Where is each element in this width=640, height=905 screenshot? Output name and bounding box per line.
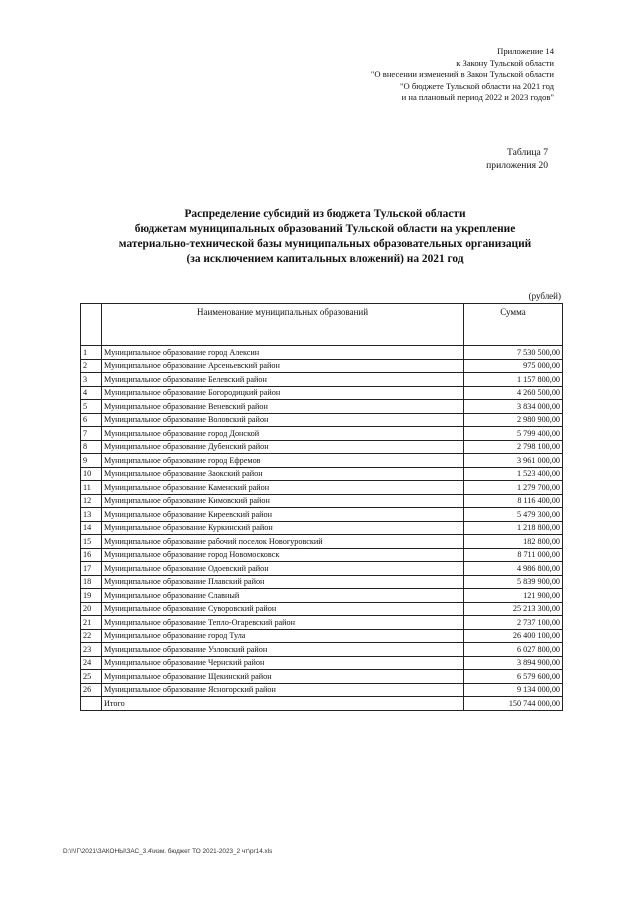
currency-note: (рублей) bbox=[528, 291, 561, 301]
document-title bbox=[60, 207, 590, 267]
row-name: Муниципальное образование Щекинский район bbox=[102, 670, 464, 684]
table-row bbox=[81, 683, 563, 697]
title-line: Распределение субсидий из бюджета Тульской области bbox=[184, 208, 466, 220]
row-name: Муниципальное образование Ясногорский район bbox=[102, 683, 464, 697]
table-reference bbox=[486, 146, 548, 172]
row-name: Муниципальное образование Славный bbox=[102, 589, 464, 603]
table-row bbox=[81, 359, 563, 373]
appendix-line: "О внесении изменений в Закон Тульской области bbox=[370, 69, 554, 80]
table-row bbox=[81, 535, 563, 549]
row-sum: 1 218 800,00 bbox=[464, 521, 563, 535]
title-line: (за исключением капитальных вложений) на 2021 год bbox=[186, 253, 464, 265]
row-number: 8 bbox=[81, 440, 102, 454]
row-name: Муниципальное образование Одоевский район bbox=[102, 562, 464, 576]
row-sum: 8 116 400,00 bbox=[464, 494, 563, 508]
table-row bbox=[81, 494, 563, 508]
appendix-line: к Закону Тульской области bbox=[456, 57, 554, 68]
table-row bbox=[81, 548, 563, 562]
total-number bbox=[81, 697, 102, 711]
table-row bbox=[81, 602, 563, 616]
table-row bbox=[81, 508, 563, 522]
row-sum: 6 027 800,00 bbox=[464, 643, 563, 657]
row-sum: 1 157 800,00 bbox=[464, 373, 563, 387]
row-sum: 4 986 800,00 bbox=[464, 562, 563, 576]
table-ref-line: приложения 20 bbox=[486, 160, 548, 171]
row-sum: 1 279 700,00 bbox=[464, 481, 563, 495]
row-number: 12 bbox=[81, 494, 102, 508]
table-row bbox=[81, 400, 563, 414]
row-sum: 6 579 600,00 bbox=[464, 670, 563, 684]
row-name: Муниципальное образование Каменский район bbox=[102, 481, 464, 495]
row-name: Муниципальное образование Воловский район bbox=[102, 413, 464, 427]
row-number: 6 bbox=[81, 413, 102, 427]
row-name: Муниципальное образование Кимовский район bbox=[102, 494, 464, 508]
table-row bbox=[81, 346, 563, 360]
header-num bbox=[81, 304, 102, 346]
appendix-line: Приложение 14 bbox=[497, 46, 554, 56]
table-row bbox=[81, 427, 563, 441]
row-sum: 26 400 100,00 bbox=[464, 629, 563, 643]
row-number: 10 bbox=[81, 467, 102, 481]
row-number: 23 bbox=[81, 643, 102, 657]
row-name: Муниципальное образование Киреевский район bbox=[102, 508, 464, 522]
row-sum: 5 799 400,00 bbox=[464, 427, 563, 441]
row-sum: 2 798 100,00 bbox=[464, 440, 563, 454]
table-row bbox=[81, 373, 563, 387]
row-number: 26 bbox=[81, 683, 102, 697]
row-name: Муниципальное образование Куркинский район bbox=[102, 521, 464, 535]
table-row bbox=[81, 616, 563, 630]
row-name: Муниципальное образование Богородицкий район bbox=[102, 386, 464, 400]
row-name: Муниципальное образование рабочий поселок Новогуровский bbox=[102, 535, 464, 549]
row-number: 25 bbox=[81, 670, 102, 684]
row-name: Муниципальное образование город Ефремов bbox=[102, 454, 464, 468]
row-number: 14 bbox=[81, 521, 102, 535]
row-sum: 975 000,00 bbox=[464, 359, 563, 373]
table-row bbox=[81, 670, 563, 684]
row-sum: 3 894 900,00 bbox=[464, 656, 563, 670]
header-sum: Сумма bbox=[464, 304, 563, 346]
row-sum: 7 530 500,00 bbox=[464, 346, 563, 360]
total-sum: 150 744 000,00 bbox=[464, 697, 563, 711]
row-sum: 4 260 500,00 bbox=[464, 386, 563, 400]
row-sum: 9 134 000,00 bbox=[464, 683, 563, 697]
table-row bbox=[81, 386, 563, 400]
row-name: Муниципальное образование город Новомосковск bbox=[102, 548, 464, 562]
row-sum: 3 961 000,00 bbox=[464, 454, 563, 468]
title-line: материально-технической базы муниципальных образовательных организаций bbox=[118, 238, 532, 250]
row-sum: 5 839 900,00 bbox=[464, 575, 563, 589]
row-name: Муниципальное образование Дубенский район bbox=[102, 440, 464, 454]
table-row bbox=[81, 521, 563, 535]
row-sum: 2 980 900,00 bbox=[464, 413, 563, 427]
table-header-row bbox=[81, 304, 563, 346]
row-sum: 2 737 100,00 bbox=[464, 616, 563, 630]
row-sum: 121 900,00 bbox=[464, 589, 563, 603]
row-name: Муниципальное образование Белевский район bbox=[102, 373, 464, 387]
row-number: 22 bbox=[81, 629, 102, 643]
row-name: Муниципальное образование город Тула bbox=[102, 629, 464, 643]
row-sum: 182 800,00 bbox=[464, 535, 563, 549]
appendix-line: и на плановый период 2022 и 2023 годов" bbox=[401, 92, 554, 103]
row-number: 7 bbox=[81, 427, 102, 441]
table-row bbox=[81, 643, 563, 657]
row-number: 17 bbox=[81, 562, 102, 576]
row-number: 4 bbox=[81, 386, 102, 400]
row-name: Муниципальное образование Плавский район bbox=[102, 575, 464, 589]
row-name: Муниципальное образование Арсеньевский район bbox=[102, 359, 464, 373]
row-name: Муниципальное образование город Донской bbox=[102, 427, 464, 441]
table-total-row bbox=[81, 697, 563, 711]
row-name: Муниципальное образование город Алексин bbox=[102, 346, 464, 360]
row-name: Муниципальное образование Веневский район bbox=[102, 400, 464, 414]
row-number: 18 bbox=[81, 575, 102, 589]
row-number: 13 bbox=[81, 508, 102, 522]
table-row bbox=[81, 481, 563, 495]
header-name: Наименование муниципальных образований bbox=[102, 304, 464, 346]
row-number: 20 bbox=[81, 602, 102, 616]
row-name: Муниципальное образование Чернский район bbox=[102, 656, 464, 670]
title-line: бюджетам муниципальных образований Тульской области на укрепление bbox=[134, 223, 516, 235]
table-row bbox=[81, 656, 563, 670]
table-row bbox=[81, 562, 563, 576]
row-number: 21 bbox=[81, 616, 102, 630]
row-sum: 25 213 300,00 bbox=[464, 602, 563, 616]
table-ref-line: Таблица 7 bbox=[506, 147, 548, 158]
file-path-footer: D:\!\!Г\2021\ЗАКОНЫ\ЗАС_3.4\изм. бюджет ТО 2021-2023_2 чт\pr14.xls bbox=[63, 848, 273, 855]
table-row bbox=[81, 413, 563, 427]
row-number: 24 bbox=[81, 656, 102, 670]
row-name: Муниципальное образование Узловский район bbox=[102, 643, 464, 657]
row-number: 15 bbox=[81, 535, 102, 549]
table-row bbox=[81, 467, 563, 481]
appendix-header bbox=[294, 46, 554, 104]
row-number: 11 bbox=[81, 481, 102, 495]
row-name: Муниципальное образование Теплο-Огаревский район bbox=[102, 616, 464, 630]
appendix-line: "О бюджете Тульской области на 2021 год bbox=[400, 80, 554, 91]
row-number: 19 bbox=[81, 589, 102, 603]
table-row bbox=[81, 454, 563, 468]
table-row bbox=[81, 589, 563, 603]
row-number: 5 bbox=[81, 400, 102, 414]
row-number: 1 bbox=[81, 346, 102, 360]
row-sum: 1 523 400,00 bbox=[464, 467, 563, 481]
table-row bbox=[81, 440, 563, 454]
row-name: Муниципальное образование Суворовский район bbox=[102, 602, 464, 616]
row-number: 16 bbox=[81, 548, 102, 562]
row-sum: 8 711 000,00 bbox=[464, 548, 563, 562]
row-number: 3 bbox=[81, 373, 102, 387]
row-sum: 3 834 000,00 bbox=[464, 400, 563, 414]
total-label: Итого bbox=[102, 697, 464, 711]
table-row bbox=[81, 575, 563, 589]
row-number: 9 bbox=[81, 454, 102, 468]
row-name: Муниципальное образование Заокский район bbox=[102, 467, 464, 481]
row-sum: 5 479 300,00 bbox=[464, 508, 563, 522]
table-row bbox=[81, 629, 563, 643]
subsidy-table bbox=[80, 303, 563, 711]
row-number: 2 bbox=[81, 359, 102, 373]
